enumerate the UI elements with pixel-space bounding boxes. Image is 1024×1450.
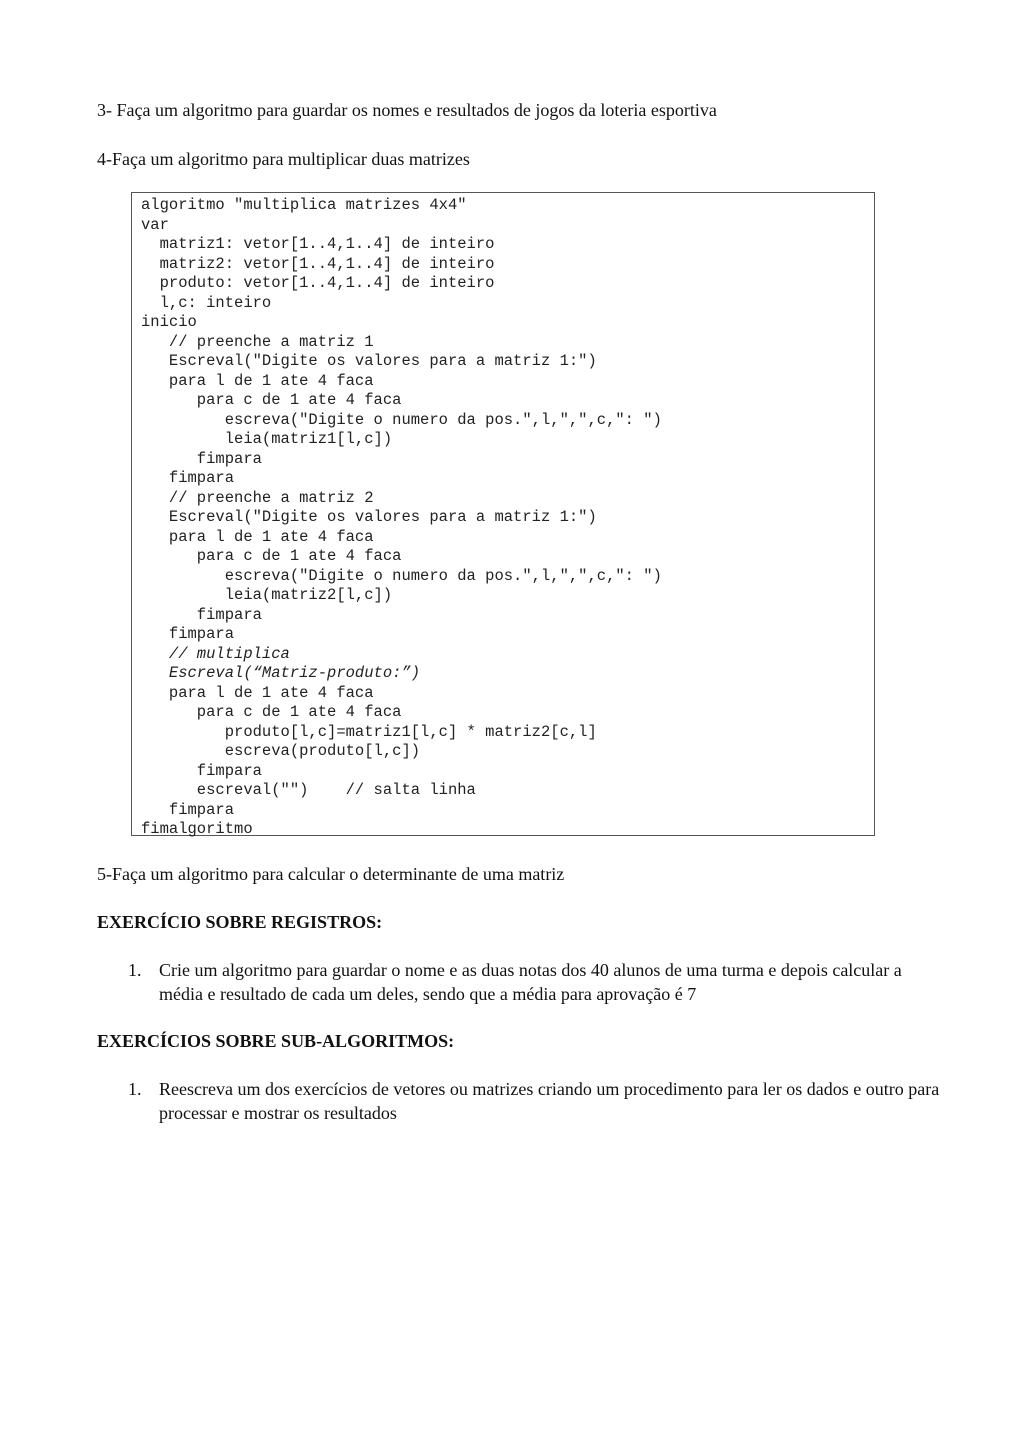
exercise-4-text: 4-Faça um algoritmo para multiplicar duas matrizes	[97, 149, 470, 169]
code-line: // preenche a matriz 2	[141, 488, 374, 507]
list-item-text: Reescreva um dos exercícios de vetores ou matrizes criando um procedimento para ler os dados e outro para processar e mostrar os resultados	[159, 1079, 940, 1123]
code-line: escreva("Digite o numero da pos.",l,",",c,": ")	[141, 566, 662, 585]
code-line: fimpara	[141, 625, 235, 643]
code-line: fimpara	[141, 469, 235, 487]
code-line: para c de 1 ate 4 faca	[141, 703, 402, 721]
code-line: Escreval("Digite os valores para a matriz 1:")	[141, 352, 597, 370]
code-line: matriz2: vetor[1..4,1..4] de inteiro	[141, 254, 495, 273]
subalgoritmos-heading: EXERCÍCIOS SOBRE SUB-ALGORITMOS:	[97, 1031, 455, 1051]
code-line: leia(matriz2[l,c])	[141, 586, 393, 604]
code-line: fimpara	[141, 449, 262, 468]
code-line: produto: vetor[1..4,1..4] de inteiro	[141, 274, 495, 292]
exercise-5-text: 5-Faça um algoritmo para calcular o determinante de uma matriz	[97, 864, 565, 884]
code-line: Escreval(“Matriz-produto:”)	[141, 664, 421, 682]
subalgoritmos-list-item	[128, 1077, 948, 1125]
exercise-3-text: 3- Faça um algoritmo para guardar os nomes e resultados de jogos da loteria esportiva	[97, 100, 717, 120]
registros-list-item	[128, 958, 948, 1006]
code-line: escreva(produto[l,c])	[141, 742, 421, 760]
list-item-number: 1.	[128, 960, 142, 980]
code-line: // preenche a matriz 1	[141, 332, 374, 351]
code-line: var	[141, 215, 169, 234]
code-line: escreval("") // salta linha	[141, 781, 476, 799]
list-item-text: Crie um algoritmo para guardar o nome e as duas notas dos 40 alunos de uma turma e depois calcular a média e resultado de cada um deles, sendo que a média para aprovação é 7	[159, 960, 902, 1004]
code-line: para l de 1 ate 4 faca	[141, 683, 374, 702]
code-line: para c de 1 ate 4 faca	[141, 391, 402, 409]
code-line: Escreval("Digite os valores para a matriz 1:")	[141, 508, 597, 526]
code-line: fimpara	[141, 605, 262, 624]
code-line: fimpara	[141, 800, 235, 819]
code-line: leia(matriz1[l,c])	[141, 430, 393, 448]
code-line: l,c: inteiro	[141, 293, 272, 312]
code-line: inicio	[141, 313, 197, 331]
code-line: escreva("Digite o numero da pos.",l,",",c,": ")	[141, 410, 662, 429]
code-block	[131, 192, 875, 836]
code-line: algoritmo "multiplica matrizes 4x4"	[141, 196, 467, 214]
code-line: para c de 1 ate 4 faca	[141, 547, 402, 565]
code-line: para l de 1 ate 4 faca	[141, 371, 374, 390]
code-line: para l de 1 ate 4 faca	[141, 527, 374, 546]
code-line: matriz1: vetor[1..4,1..4] de inteiro	[141, 235, 495, 253]
code-line: produto[l,c]=matriz1[l,c] * matriz2[c,l]	[141, 722, 597, 741]
code-line: fimpara	[141, 761, 262, 780]
list-item-number: 1.	[128, 1079, 142, 1099]
code-line: // multiplica	[141, 644, 290, 663]
registros-heading: EXERCÍCIO SOBRE REGISTROS:	[97, 912, 383, 932]
code-line: fimalgoritmo	[141, 820, 253, 838]
